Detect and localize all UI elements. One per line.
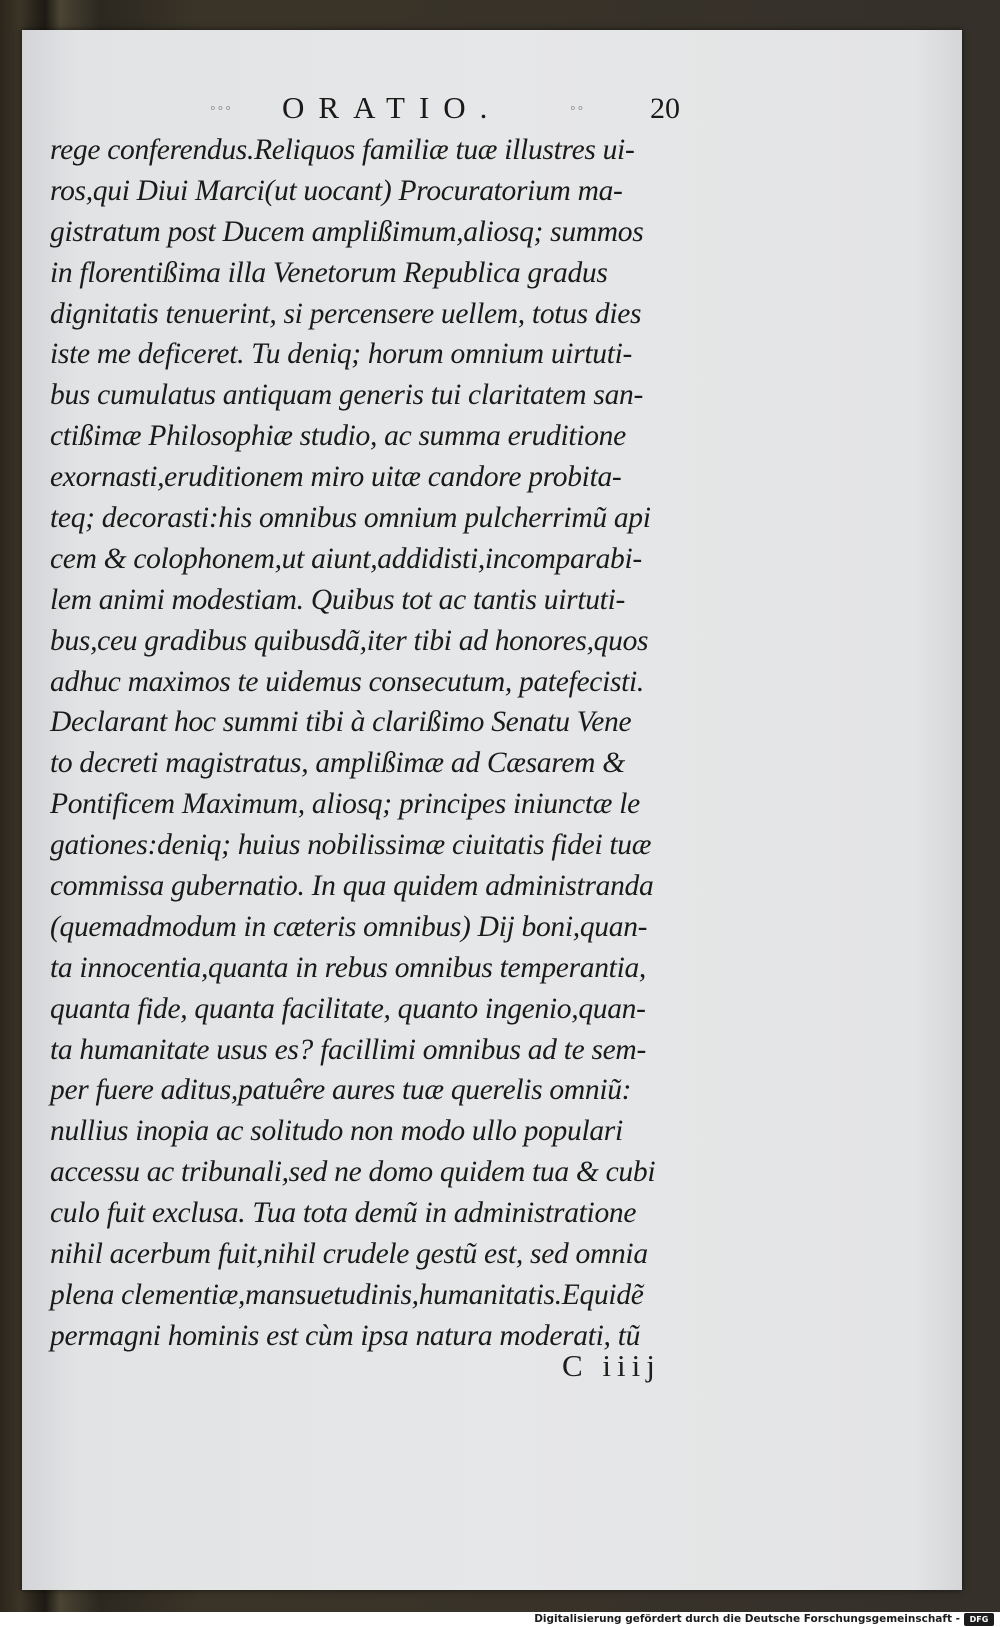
text-line: culo fuit exclusa. Tua tota demũ in administratione xyxy=(50,1197,637,1230)
text-line: dignitatis tenuerint, si percensere uellem, totus dies xyxy=(50,297,642,330)
text-line: quanta fide, quanta facilitate, quanto ingenio,quan- xyxy=(50,992,646,1025)
text-line: ta humanitate usus es? facillimi omnibus ad te sem- xyxy=(50,1033,646,1066)
text-line: adhuc maximos te uidemus consecutum, patefecisti. xyxy=(50,665,645,698)
book-page xyxy=(22,30,962,1590)
text-line: Declarant hoc summi tibi à clarißimo Senatu Vene xyxy=(50,706,632,739)
text-line: ros,qui Diui Marci(ut uocant) Procuratorium ma- xyxy=(50,174,623,207)
text-line: gistratum post Ducem amplißimum,aliosq; summos xyxy=(50,215,644,248)
text-line: bus,ceu gradibus quibusdã,iter tibi ad honores,quos xyxy=(50,624,649,657)
text-line: per fuere aditus,patuêre aures tuæ querelis omniũ: xyxy=(50,1074,632,1107)
text-line: exornasti,eruditionem miro uitæ candore probita- xyxy=(50,461,622,494)
text-line: rege conferendus.Reliquos familiæ tuæ illustres ui- xyxy=(50,134,635,166)
text-line: permagni hominis est cùm ipsa natura moderati, tũ xyxy=(50,1319,641,1352)
text-line: in florentißima illa Venetorum Republica gradus xyxy=(50,256,608,289)
text-line: iste me deficeret. Tu deniq; horum omnium uirtuti- xyxy=(50,338,633,371)
footer-credit: Digitalisierung gefördert durch die Deutsche Forschungsgemeinschaft - xyxy=(534,1613,960,1625)
text-line: teq; decorasti:his omnibus omnium pulcherrimũ api xyxy=(50,502,651,535)
text-line: plena clementiæ,mansuetudinis,humanitatis.Equidẽ xyxy=(50,1278,644,1311)
running-header xyxy=(22,90,962,130)
text-line: (quemadmodum in cæteris omnibus) Dij boni,quan- xyxy=(50,910,648,943)
text-line: commissa gubernatio. In qua quidem administranda xyxy=(50,870,654,903)
ornament-left-icon: ◦◦◦ xyxy=(210,100,234,117)
text-line: lem animi modestiam. Quibus tot ac tantis uirtuti- xyxy=(50,583,625,616)
text-line: cem & colophonem,ut aiunt,addidisti,incomparabi- xyxy=(50,542,642,575)
text-line: nihil acerbum fuit,nihil crudele gestũ est, sed omnia xyxy=(50,1238,648,1271)
page-number: 20 xyxy=(650,92,680,125)
footer-bar xyxy=(0,1612,1000,1627)
text-line: ta innocentia,quanta in rebus omnibus temperantia, xyxy=(50,951,646,984)
text-line: gationes:deniq; huius nobilissimæ ciuitatis fidei tuæ xyxy=(50,829,652,862)
text-line: ctißimæ Philosophiæ studio, ac summa eruditione xyxy=(50,420,626,453)
body-text xyxy=(50,130,760,1357)
signature-mark: C iiij xyxy=(562,1348,661,1383)
text-line: to decreti magistratus, amplißimæ ad Cæsarem & xyxy=(50,747,625,780)
text-line: Pontificem Maximum, aliosq; principes iniunctæ le xyxy=(50,788,640,821)
ornament-right-icon: ◦◦ xyxy=(570,100,586,117)
dfg-logo: DFG xyxy=(964,1613,994,1626)
text-line: nullius inopia ac solitudo non modo ullo populari xyxy=(50,1115,623,1148)
text-line: accessu ac tribunali,sed ne domo quidem tua & cubi xyxy=(50,1156,656,1189)
header-title: ORATIO. xyxy=(282,90,502,125)
text-line: bus cumulatus antiquam generis tui claritatem san- xyxy=(50,379,643,412)
